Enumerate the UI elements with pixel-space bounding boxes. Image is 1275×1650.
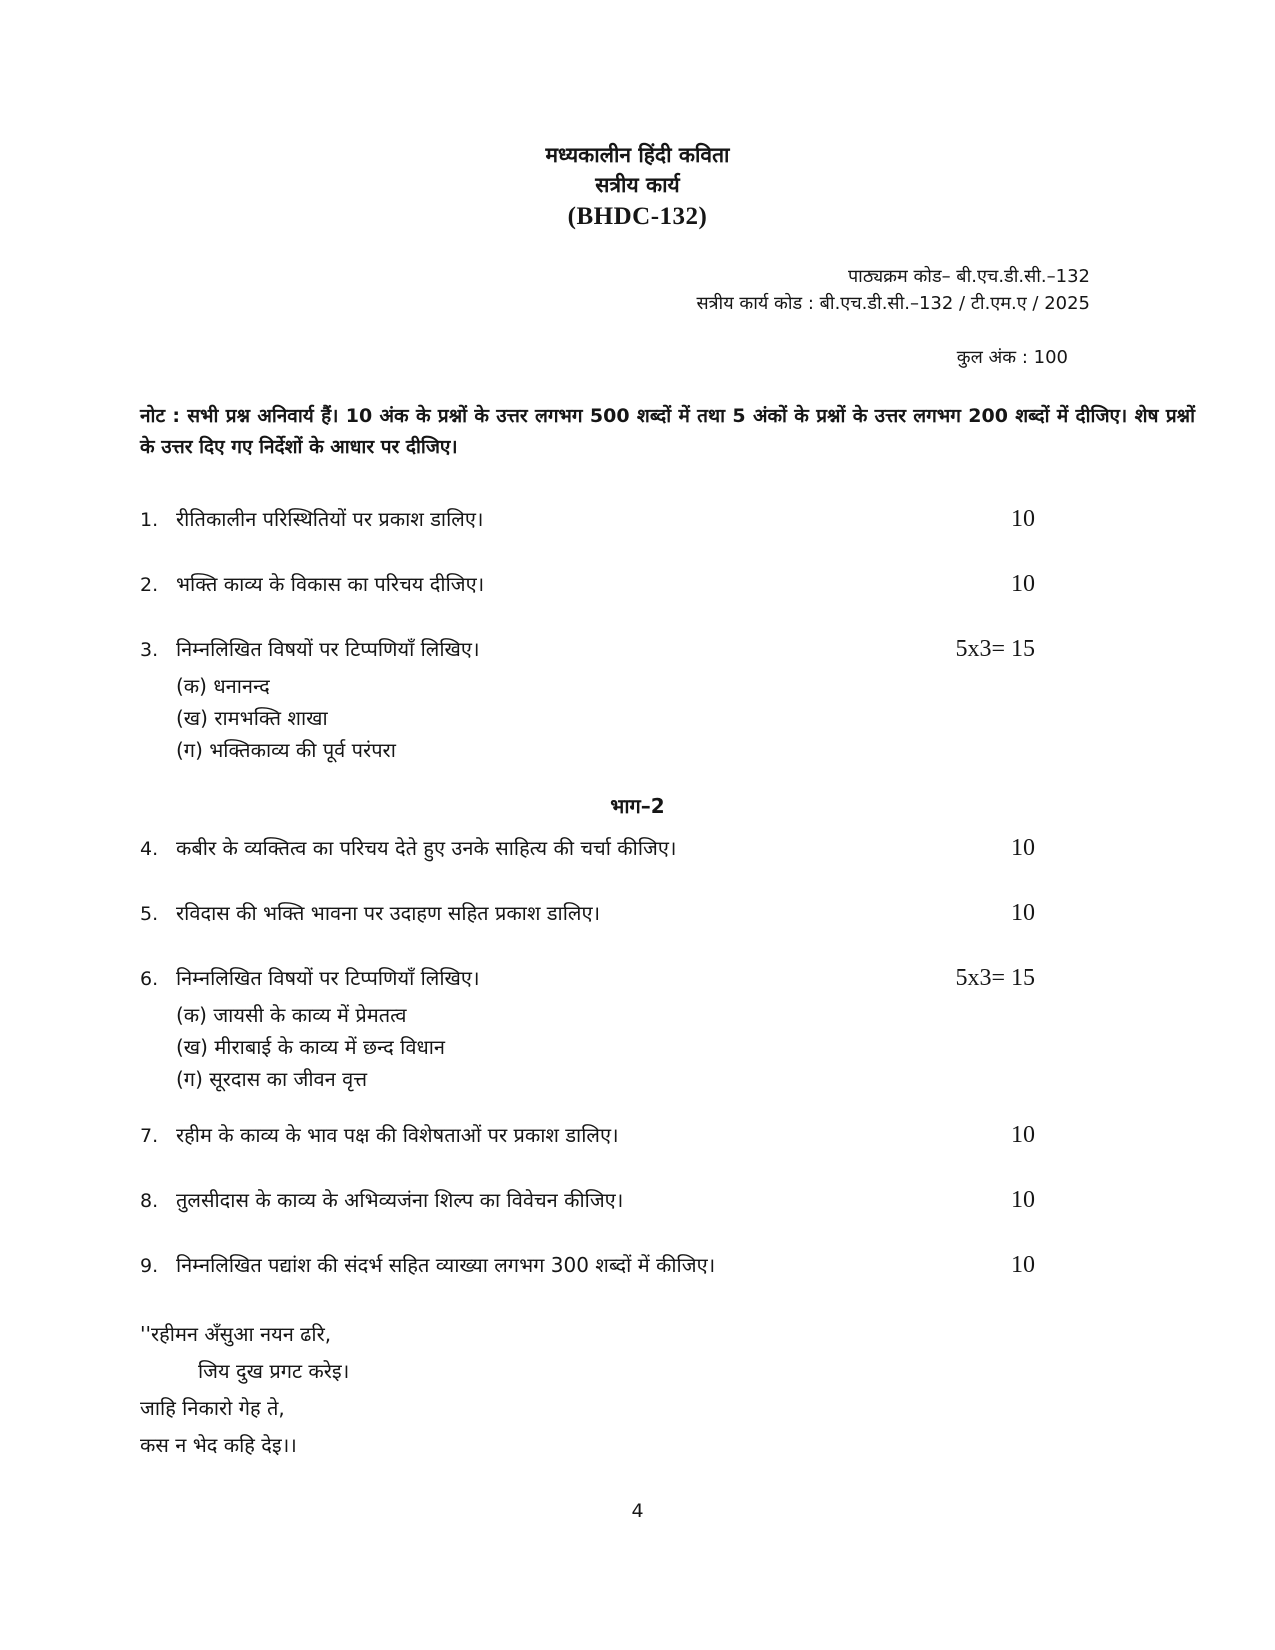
question-number: 5. bbox=[140, 903, 159, 925]
question-number: 9. bbox=[140, 1255, 159, 1277]
codes-block bbox=[140, 263, 1135, 317]
part-2-heading: भाग–2 bbox=[610, 794, 665, 818]
title-block bbox=[140, 140, 1135, 233]
question-row-7 bbox=[140, 1121, 1135, 1150]
question-marks: 10 bbox=[1011, 1122, 1035, 1148]
total-marks: कुल अंक : 100 bbox=[956, 347, 1068, 368]
question-row-5 bbox=[140, 899, 1135, 928]
question-number: 1. bbox=[140, 509, 159, 531]
question-marks: 10 bbox=[1011, 1187, 1035, 1213]
question-number: 2. bbox=[140, 574, 159, 596]
question-row-3 bbox=[140, 635, 1135, 664]
note-paragraph: नोट : सभी प्रश्न अनिवार्य हैं। 10 अंक के प्रश्नों के उत्तर लगभग 500 शब्दों में तथा 5 अंकों के प्रश्नों के उत्तर लगभग 200 शब्दों में दीजिए। शेष प्रश्नों के उत्तर दिए गए निर्देशों के आधार पर दीजिए। bbox=[140, 405, 1195, 458]
sub-item: (ख) रामभक्ति शाखा bbox=[176, 706, 328, 730]
question-text: निम्नलिखित विषयों पर टिप्पणियाँ लिखिए। bbox=[176, 966, 480, 990]
question-text: तुलसीदास के काव्य के अभिव्यजंना शिल्प का विवेचन कीजिए। bbox=[176, 1188, 624, 1212]
question-text: निम्नलिखित विषयों पर टिप्पणियाँ लिखिए। bbox=[176, 637, 480, 661]
question-row-1 bbox=[140, 505, 1135, 534]
sub-item: (ग) सूरदास का जीवन वृत्त bbox=[176, 1067, 368, 1091]
sub-item: (ग) भक्तिकाव्य की पूर्व परंपरा bbox=[176, 738, 396, 762]
question-row-4 bbox=[140, 834, 1135, 863]
question-marks: 10 bbox=[1011, 835, 1035, 861]
question-number: 4. bbox=[140, 838, 159, 860]
question-number: 7. bbox=[140, 1125, 159, 1147]
question-marks: 10 bbox=[1011, 900, 1035, 926]
sub-item: (क) जायसी के काव्य में प्रेमतत्व bbox=[176, 1003, 407, 1027]
question-text: रविदास की भक्ति भावना पर उदाहण सहित प्रकाश डालिए। bbox=[176, 901, 601, 925]
sub-item: (क) धनानन्द bbox=[176, 674, 270, 698]
course-title: मध्यकालीन हिंदी कविता bbox=[545, 143, 730, 167]
page-number: 4 bbox=[631, 1500, 644, 1522]
programme-code: पाठ्यक्रम कोड– बी.एच.डी.सी.–132 bbox=[847, 266, 1090, 287]
question-text: रहीम के काव्य के भाव पक्ष की विशेषताओं पर प्रकाश डालिए। bbox=[176, 1123, 619, 1147]
question-text: रीतिकालीन परिस्थितियों पर प्रकाश डालिए। bbox=[176, 507, 484, 531]
question-number: 3. bbox=[140, 639, 159, 661]
question-6-subitems bbox=[176, 999, 1135, 1095]
question-row-8 bbox=[140, 1186, 1135, 1215]
assignment-code: सत्रीय कार्य कोड : बी.एच.डी.सी.–132 / टी.एम.ए / 2025 bbox=[696, 293, 1090, 314]
question-text: भक्ति काव्य के विकास का परिचय दीजिए। bbox=[176, 572, 485, 596]
course-code-title: (BHDC-132) bbox=[567, 203, 708, 230]
assignment-title: सत्रीय कार्य bbox=[595, 173, 680, 197]
question-row-2 bbox=[140, 570, 1135, 599]
question-marks: 10 bbox=[1011, 1252, 1035, 1278]
question-text: निम्नलिखित पद्यांश की संदर्भ सहित व्याख्या लगभग 300 शब्दों में कीजिए। bbox=[176, 1253, 716, 1277]
verse-line: जिय दुख प्रगट करेइ। bbox=[198, 1359, 350, 1383]
question-3-subitems bbox=[176, 670, 1135, 766]
question-number: 6. bbox=[140, 968, 159, 990]
question-text: कबीर के व्यक्तित्व का परिचय देते हुए उनके साहित्य की चर्चा कीजिए। bbox=[176, 836, 677, 860]
question-marks: 10 bbox=[1011, 571, 1035, 597]
verse-line: जाहि निकारो गेह ते, bbox=[140, 1396, 285, 1420]
question-marks: 5x3= 15 bbox=[955, 636, 1035, 662]
questions-list bbox=[140, 505, 1135, 1464]
verse-line: ''रहीमन अँसुआ नयन ढरि, bbox=[140, 1322, 332, 1346]
question-row-6 bbox=[140, 964, 1135, 993]
verse-line: कस न भेद कहि देइ।। bbox=[140, 1433, 297, 1457]
question-number: 8. bbox=[140, 1190, 159, 1212]
question-marks: 10 bbox=[1011, 506, 1035, 532]
sub-item: (ख) मीराबाई के काव्य में छन्द विधान bbox=[176, 1035, 446, 1059]
question-row-9 bbox=[140, 1251, 1135, 1280]
question-marks: 5x3= 15 bbox=[955, 965, 1035, 991]
verse-block bbox=[140, 1316, 1135, 1464]
